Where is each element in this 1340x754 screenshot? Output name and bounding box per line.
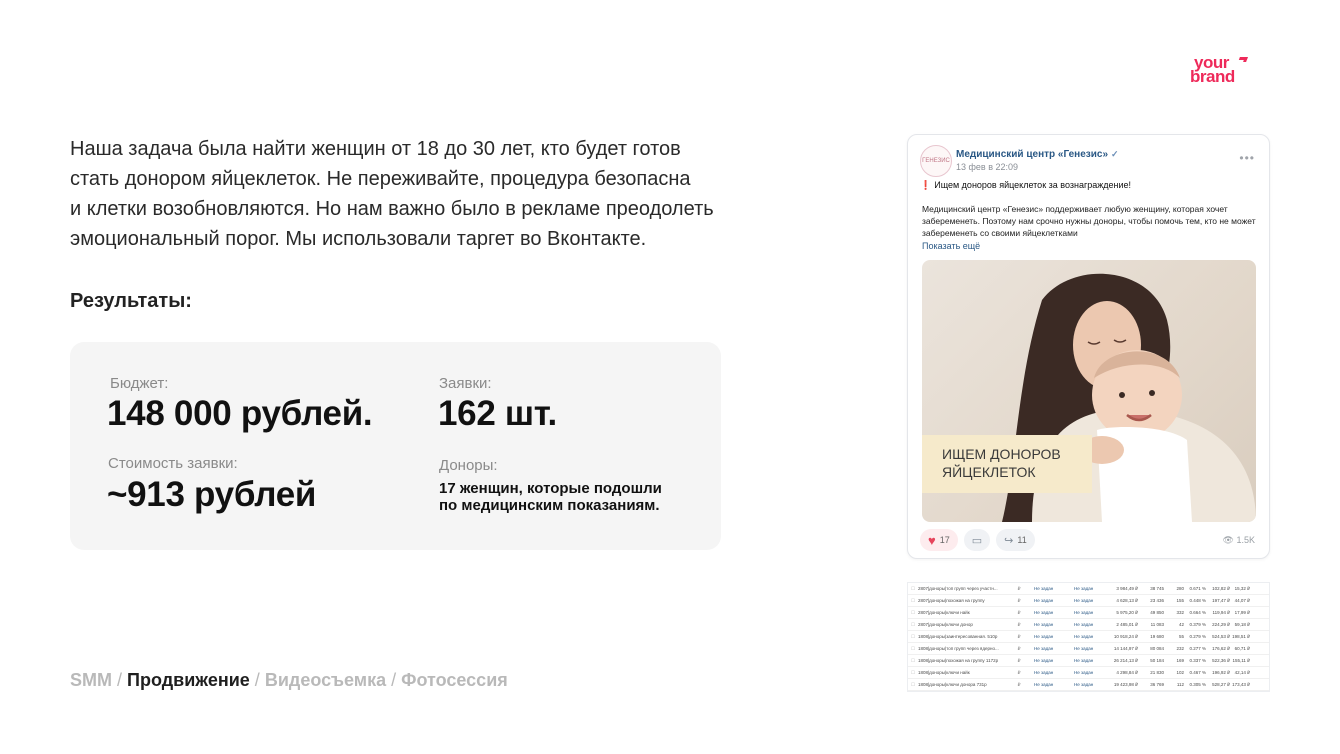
post-image[interactable] bbox=[922, 260, 1256, 522]
table-cell[interactable]: Не задан bbox=[1034, 682, 1054, 687]
share-button[interactable] bbox=[996, 529, 1035, 551]
table-cell: ₽ bbox=[1017, 609, 1021, 615]
cost-value: ~913 рублей bbox=[107, 475, 317, 514]
checkbox-icon[interactable]: ☐ bbox=[910, 633, 916, 639]
intro-line: эмоциональный порог. Мы использовали таргет во Вконтакте. bbox=[70, 228, 647, 250]
share-icon: ↪ bbox=[1004, 534, 1014, 547]
comment-button[interactable] bbox=[964, 529, 990, 551]
breadcrumb-separator: / bbox=[391, 670, 397, 690]
table-row[interactable] bbox=[908, 655, 1269, 667]
table-cell: 169 bbox=[1176, 658, 1184, 663]
logo-line-2: brand bbox=[1190, 67, 1235, 86]
cost-label: Стоимость заявки: bbox=[108, 455, 238, 472]
table-cell: ₽ bbox=[1017, 633, 1021, 639]
table-cell[interactable]: Не задан bbox=[1074, 610, 1094, 615]
like-button[interactable] bbox=[920, 529, 958, 551]
table-cell[interactable]: 1808|доноры|топ групп через ядерно... bbox=[918, 646, 999, 651]
exclamation-icon: ❗ bbox=[920, 180, 932, 190]
table-cell: 38 745 bbox=[1150, 586, 1164, 591]
breadcrumb bbox=[70, 670, 508, 691]
table-cell[interactable]: 1808|доноры|заинтересованная. 510р bbox=[918, 634, 998, 639]
table-cell[interactable]: 2807|доноры|ключи донор bbox=[918, 622, 973, 627]
table-cell: 5 975,20 ₽ bbox=[1116, 609, 1138, 615]
checkbox-icon[interactable]: ☐ bbox=[910, 669, 916, 675]
table-cell: ₽ bbox=[1017, 621, 1021, 627]
table-cell[interactable]: Не задан bbox=[1074, 682, 1094, 687]
show-more-link[interactable]: Показать ещё bbox=[922, 241, 981, 251]
intro-line: Наша задача была найти женщин от 18 до 30 лет, кто будет готов bbox=[70, 138, 681, 160]
social-post bbox=[907, 134, 1270, 559]
table-cell[interactable]: Не задан bbox=[1034, 610, 1054, 615]
table-cell: ₽ bbox=[1017, 645, 1021, 651]
table-cell: ₽ bbox=[1017, 669, 1021, 675]
table-cell[interactable]: Не задан bbox=[1074, 622, 1094, 627]
table-cell[interactable]: 1808|доноры|ключи донора 731р bbox=[918, 682, 987, 687]
likes-count: 17 bbox=[939, 535, 950, 545]
requests-label: Заявки: bbox=[439, 375, 492, 392]
table-cell: 332 bbox=[1176, 610, 1184, 615]
table-cell: 44,07 ₽ bbox=[1234, 597, 1250, 603]
table-cell: 112 bbox=[1176, 682, 1184, 687]
table-cell[interactable]: Не задан bbox=[1074, 634, 1094, 639]
donors-label: Доноры: bbox=[439, 457, 498, 474]
intro-paragraph bbox=[70, 134, 790, 254]
intro-line: и клетки возобновляются. Но нам важно было в рекламе преодолеть bbox=[70, 198, 714, 220]
table-cell: ₽ bbox=[1017, 585, 1021, 591]
logo-line-1: your bbox=[1194, 53, 1229, 72]
eye-icon: 👁 bbox=[1222, 535, 1234, 545]
table-cell: 0.337 % bbox=[1189, 658, 1206, 663]
table-cell: 0.448 % bbox=[1189, 598, 1206, 603]
brand-logo bbox=[1190, 53, 1266, 86]
table-cell: 198,51 ₽ bbox=[1232, 633, 1250, 639]
table-row[interactable] bbox=[908, 619, 1269, 631]
table-cell: 155 bbox=[1176, 598, 1184, 603]
table-cell: 36 769 bbox=[1150, 682, 1164, 687]
table-cell: ₽ bbox=[1017, 657, 1021, 663]
table-cell: 11 083 bbox=[1150, 622, 1164, 627]
table-cell: 17,99 ₽ bbox=[1234, 609, 1250, 615]
table-cell: 26 214,13 ₽ bbox=[1113, 657, 1138, 663]
checkbox-icon[interactable]: ☐ bbox=[910, 681, 916, 687]
table-cell[interactable]: 2807|доноры|ключи найк bbox=[918, 610, 970, 615]
table-cell[interactable]: Не задан bbox=[1074, 586, 1094, 591]
table-cell: 19 423,98 ₽ bbox=[1113, 681, 1138, 687]
table-cell: 0.279 % bbox=[1189, 634, 1206, 639]
table-cell[interactable]: Не задан bbox=[1034, 658, 1054, 663]
requests-value: 162 шт. bbox=[438, 394, 557, 433]
table-cell: 49 850 bbox=[1150, 610, 1164, 615]
checkbox-icon[interactable]: ☐ bbox=[910, 657, 916, 663]
donors-value bbox=[439, 480, 662, 514]
table-cell: 60,71 ₽ bbox=[1234, 645, 1250, 651]
post-actions bbox=[920, 529, 1035, 551]
table-cell: 522,36 ₽ bbox=[1212, 657, 1230, 663]
table-cell[interactable]: Не задан bbox=[1034, 670, 1054, 675]
table-cell[interactable]: Не задан bbox=[1074, 598, 1094, 603]
banner-line: ЯЙЦЕКЛЕТОК bbox=[942, 464, 1036, 480]
more-icon[interactable]: ••• bbox=[1239, 151, 1255, 165]
table-cell: 21 830 bbox=[1150, 670, 1164, 675]
table-row[interactable] bbox=[908, 583, 1269, 595]
banner-line: ИЩЕМ ДОНОРОВ bbox=[942, 446, 1061, 462]
table-cell: ₽ bbox=[1017, 597, 1021, 603]
checkbox-icon[interactable]: ☐ bbox=[910, 621, 916, 627]
table-cell: 0.305 % bbox=[1189, 682, 1206, 687]
table-cell: 50 184 bbox=[1150, 658, 1164, 663]
table-cell[interactable]: 2807|доноры|топ групп через участн... bbox=[918, 586, 998, 591]
table-cell[interactable]: Не задан bbox=[1074, 646, 1094, 651]
results-title: Результаты: bbox=[70, 290, 192, 312]
table-cell: 2 485,01 ₽ bbox=[1116, 621, 1138, 627]
post-body: Медицинский центр «Генезис» поддерживает любую женщину, которая хочет забеременеть. Поэтому нам срочно нужны доноры, чтобы помочь тем, кто не может забеременеть со своими яйцеклетками bbox=[922, 204, 1256, 238]
checkbox-icon[interactable]: ☐ bbox=[910, 585, 916, 591]
table-cell: 55 bbox=[1178, 634, 1184, 639]
breadcrumb-item-video[interactable]: Видеосъемка bbox=[264, 670, 387, 690]
intro-line: стать донором яйцеклеток. Не переживайте, процедура безопасна bbox=[70, 168, 691, 190]
table-cell: 173,43 ₽ bbox=[1232, 681, 1250, 687]
shares-count: 11 bbox=[1017, 535, 1027, 545]
table-cell: 232 bbox=[1176, 646, 1184, 651]
breadcrumb-separator: / bbox=[117, 670, 123, 690]
table-cell[interactable]: Не задан bbox=[1034, 622, 1054, 627]
views-counter bbox=[1223, 535, 1255, 546]
table-cell: 0.277 % bbox=[1189, 646, 1206, 651]
table-cell: 3 984,49 ₽ bbox=[1116, 585, 1138, 591]
table-cell: 15,32 ₽ bbox=[1234, 585, 1250, 591]
table-cell: 0.467 % bbox=[1189, 670, 1206, 675]
post-author-name[interactable]: Медицинский центр «Генезис» bbox=[956, 149, 1109, 160]
views-count: 1.5K bbox=[1236, 535, 1255, 545]
table-cell: 524,53 ₽ bbox=[1212, 633, 1230, 639]
table-cell: 119,94 ₽ bbox=[1212, 609, 1230, 615]
table-cell[interactable]: Не задан bbox=[1034, 646, 1054, 651]
table-cell[interactable]: 1808|доноры|ключи найк bbox=[918, 670, 970, 675]
breadcrumb-item-photo[interactable]: Фотосессия bbox=[401, 670, 508, 690]
table-cell[interactable]: Не задан bbox=[1034, 634, 1054, 639]
budget-label: Бюджет: bbox=[110, 375, 169, 392]
table-cell: 4 298,84 ₽ bbox=[1116, 669, 1138, 675]
heart-icon: ♥ bbox=[928, 532, 936, 548]
table-row[interactable] bbox=[908, 595, 1269, 607]
image-banner bbox=[922, 435, 1092, 493]
table-cell: 0.379 % bbox=[1189, 622, 1206, 627]
budget-value: 148 000 рублей. bbox=[107, 394, 373, 433]
donors-value-line: по медицинским показаниям. bbox=[439, 497, 660, 514]
table-row[interactable] bbox=[908, 667, 1269, 679]
breadcrumb-item-smm[interactable]: SMM bbox=[70, 670, 112, 690]
table-cell: 196,92 ₽ bbox=[1212, 669, 1230, 675]
checkbox-icon[interactable]: ☐ bbox=[910, 645, 916, 651]
table-cell[interactable]: 2807|доноры|похожая на группу bbox=[918, 598, 985, 603]
post-date[interactable]: 13 фев в 22:09 bbox=[956, 162, 1019, 172]
table-cell: 102 bbox=[1176, 670, 1184, 675]
breadcrumb-separator: / bbox=[254, 670, 260, 690]
breadcrumb-item-promotion[interactable]: Продвижение bbox=[127, 670, 250, 690]
table-row[interactable] bbox=[908, 607, 1269, 619]
post-author[interactable] bbox=[956, 149, 1119, 160]
table-cell: 23 436 bbox=[1150, 598, 1164, 603]
table-cell: 4 628,13 ₽ bbox=[1116, 597, 1138, 603]
checkbox-icon[interactable]: ☐ bbox=[910, 609, 916, 615]
table-cell: 102,82 ₽ bbox=[1212, 585, 1230, 591]
table-cell: 176,62 ₽ bbox=[1212, 645, 1230, 651]
ads-stats-table bbox=[907, 582, 1270, 692]
table-cell: 528,27 ₽ bbox=[1212, 681, 1230, 687]
table-cell: 155,11 ₽ bbox=[1232, 657, 1250, 663]
donors-value-line: 17 женщин, которые подошли bbox=[439, 480, 662, 497]
table-cell: ₽ bbox=[1017, 681, 1021, 687]
table-cell[interactable]: Не задан bbox=[1034, 586, 1054, 591]
post-headline-text: Ищем доноров яйцеклеток за вознаграждение! bbox=[934, 180, 1132, 190]
table-cell: 80 084 bbox=[1150, 646, 1164, 651]
check-icon: ✓ bbox=[1111, 149, 1119, 159]
table-cell[interactable]: Не задан bbox=[1074, 658, 1094, 663]
table-cell: 14 144,97 ₽ bbox=[1113, 645, 1138, 651]
table-cell: 224,29 ₽ bbox=[1212, 621, 1230, 627]
table-cell: 0.664 % bbox=[1189, 610, 1206, 615]
table-cell: 42,14 ₽ bbox=[1234, 669, 1250, 675]
table-cell: 197,47 ₽ bbox=[1212, 597, 1230, 603]
avatar[interactable]: ГЕНЕЗИС bbox=[920, 145, 952, 177]
table-row[interactable] bbox=[908, 679, 1269, 691]
results-card bbox=[70, 342, 721, 550]
table-cell: 59,18 ₽ bbox=[1234, 621, 1250, 627]
table-cell: 42 bbox=[1178, 622, 1184, 627]
table-cell: 10 918,24 ₽ bbox=[1113, 633, 1138, 639]
table-row[interactable] bbox=[908, 631, 1269, 643]
table-cell[interactable]: Не задан bbox=[1074, 670, 1094, 675]
table-cell: 19 680 bbox=[1150, 634, 1164, 639]
table-cell[interactable]: Не задан bbox=[1034, 598, 1054, 603]
table-row[interactable] bbox=[908, 643, 1269, 655]
comment-icon: ▭ bbox=[971, 534, 983, 547]
table-cell[interactable]: 1808|доноры|похожая на группу 1172р bbox=[918, 658, 999, 663]
checkbox-icon[interactable]: ☐ bbox=[910, 597, 916, 603]
table-cell: 0.671 % bbox=[1189, 586, 1206, 591]
post-headline bbox=[920, 180, 1131, 191]
table-cell: 280 bbox=[1176, 586, 1184, 591]
